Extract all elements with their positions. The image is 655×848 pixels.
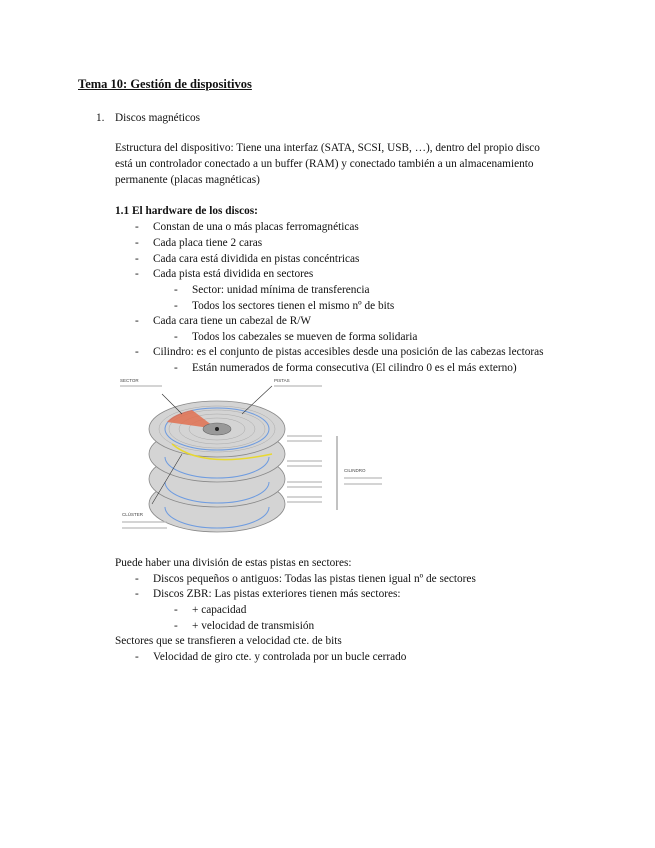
list-item: Cada placa tiene 2 caras xyxy=(153,237,263,249)
list-item: Todos los cabezales se mueven de forma solidaria xyxy=(192,331,418,343)
list-item: Cilindro: es el conjunto de pistas accesibles desde una posición de las cabezas lectoras xyxy=(153,346,544,358)
bullet: - xyxy=(174,620,178,632)
list-item: Están numerados de forma consecutiva (El cilindro 0 es el más externo) xyxy=(192,362,517,374)
page-title: Tema 10: Gestión de dispositivos xyxy=(78,77,252,91)
bullet: - xyxy=(135,237,139,249)
bullet: - xyxy=(174,331,178,343)
bullet: - xyxy=(135,221,139,233)
figure-label-cilindro: CILINDRO xyxy=(344,468,366,473)
figure-label-pistas: PISTAS xyxy=(274,378,290,383)
list-item: Cada pista está dividida en sectores xyxy=(153,268,314,280)
paragraph-line: permanente (placas magnéticas) xyxy=(115,174,260,186)
bullet: - xyxy=(135,588,139,600)
list-item: + velocidad de transmisión xyxy=(192,620,315,632)
figure-label-cluster: CLÚSTER xyxy=(122,512,144,517)
bullet: - xyxy=(135,651,139,663)
list-number: 1. xyxy=(96,112,105,124)
figure-label-sector: SECTOR xyxy=(120,378,139,383)
list-item: + capacidad xyxy=(192,604,247,616)
list-item: Todos los sectores tienen el mismo nº de bits xyxy=(192,300,395,312)
bullet: - xyxy=(174,362,178,374)
bullet: - xyxy=(135,315,139,327)
list-item: Cada cara tiene un cabezal de R/W xyxy=(153,315,312,327)
list-item: Velocidad de giro cte. y controlada por un bucle cerrado xyxy=(153,651,407,663)
list-item: Constan de una o más placas ferromagnéticas xyxy=(153,221,359,233)
paragraph-line: está un controlador conectado a un buffer (RAM) y conectado también a un almacenamiento xyxy=(115,158,534,170)
subsection-heading: 1.1 El hardware de los discos: xyxy=(115,205,258,217)
bullet: - xyxy=(174,300,178,312)
list-item: Cada cara está dividida en pistas concéntricas xyxy=(153,253,360,265)
disk-platters-figure xyxy=(112,374,412,544)
list-item: Sector: unidad mínima de transferencia xyxy=(192,284,370,296)
paragraph-line: Estructura del dispositivo: Tiene una interfaz (SATA, SCSI, USB, …), dentro del propio disco xyxy=(115,142,540,154)
bullet: - xyxy=(135,573,139,585)
paragraph-line: Sectores que se transfieren a velocidad cte. de bits xyxy=(115,635,342,647)
paragraph-line: Puede haber una división de estas pistas en sectores: xyxy=(115,557,352,569)
bullet: - xyxy=(174,604,178,616)
bullet: - xyxy=(135,253,139,265)
bullet: - xyxy=(135,268,139,280)
section-heading: Discos magnéticos xyxy=(115,112,201,124)
bullet: - xyxy=(174,284,178,296)
list-item: Discos ZBR: Las pistas exteriores tienen más sectores: xyxy=(153,588,401,600)
bullet: - xyxy=(135,346,139,358)
list-item: Discos pequeños o antiguos: Todas las pistas tienen igual nº de sectores xyxy=(153,573,476,585)
